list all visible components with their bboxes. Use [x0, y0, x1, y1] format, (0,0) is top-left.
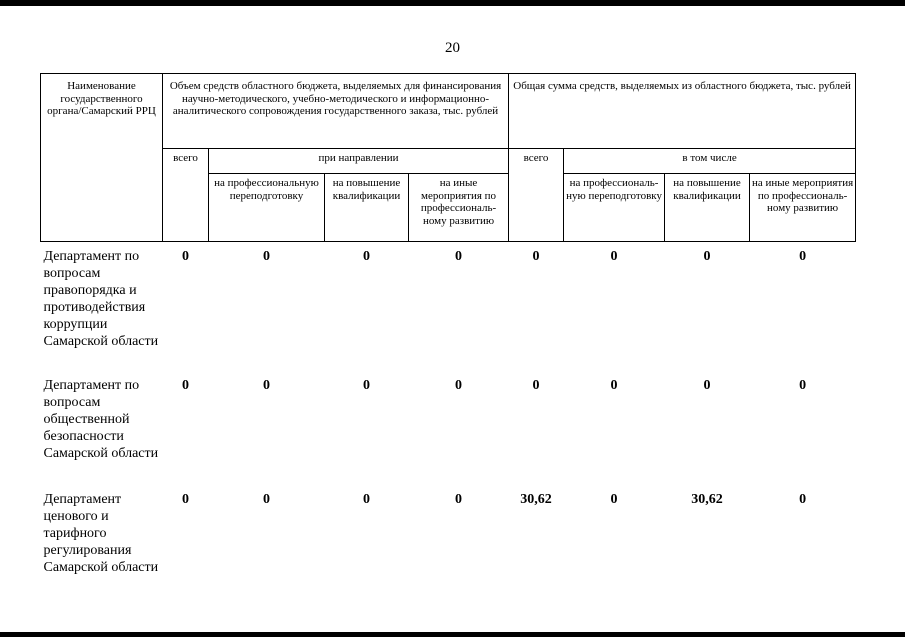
top-border	[0, 0, 905, 6]
cell-b-qualification: 0	[703, 249, 711, 264]
cell-a-total: 0	[182, 249, 189, 264]
header-a-other: на иные мероприятия по профессиональ-ному развитию	[409, 174, 509, 242]
row-organization-name: Департамент по вопросам правопорядка и противодействия коррупции Самарской области	[43, 249, 159, 349]
cell-b-total: 30,62	[520, 492, 552, 507]
cell-a-qualification: 0	[363, 249, 370, 264]
header-a-total: всего	[163, 149, 209, 242]
cell-a-total: 0	[182, 378, 189, 393]
table-row	[41, 371, 856, 485]
cell-a-qualification: 0	[363, 492, 370, 507]
cell-b-qualification: 30,62	[691, 492, 723, 507]
cell-b-qualification: 0	[703, 378, 711, 393]
cell-b-other: 0	[799, 378, 807, 393]
row-organization-name: Департамент по вопросам общественной безопасности Самарской области	[43, 378, 159, 461]
table-row	[41, 485, 856, 604]
cell-b-retraining: 0	[610, 492, 618, 507]
cell-b-total: 0	[532, 378, 540, 393]
header-scientific-support-budget: Объем средств областного бюджета, выделяемых для финансирования научно-методического, учебно-методического и информационно-аналитического сопровождения государственного заказа, тыс. рублей	[163, 74, 509, 149]
header-organization: Наименование государственного органа/Самарский РРЦ	[41, 74, 163, 242]
cell-b-other: 0	[799, 249, 807, 264]
cell-a-retraining: 0	[263, 249, 270, 264]
row-organization-name: Департамент ценового и тарифного регулирования Самарской области	[43, 492, 159, 575]
cell-a-retraining: 0	[263, 492, 270, 507]
header-b-total: всего	[509, 149, 564, 242]
cell-a-total: 0	[182, 492, 189, 507]
cell-b-retraining: 0	[610, 249, 618, 264]
header-a-retraining: на профессиональную переподготовку	[209, 174, 325, 242]
cell-a-other: 0	[455, 492, 463, 507]
cell-a-other: 0	[455, 378, 463, 393]
header-a-directions: при направлении	[209, 149, 509, 174]
table-row	[41, 242, 856, 372]
header-b-qualification: на повышение квалификации	[665, 174, 750, 242]
header-total-budget: Общая сумма средств, выделяемых из областного бюджета, тыс. рублей	[509, 74, 856, 149]
bottom-border	[0, 632, 905, 637]
cell-a-other: 0	[455, 249, 463, 264]
header-a-qualification: на повышение квалификации	[325, 174, 409, 242]
page-number: 20	[445, 40, 460, 56]
cell-b-total: 0	[532, 249, 540, 264]
cell-a-qualification: 0	[363, 378, 370, 393]
cell-b-retraining: 0	[610, 378, 618, 393]
header-b-other: на иные мероприятия по профессиональ-ному развитию	[750, 174, 856, 242]
header-b-retraining: на профессиональ-ную переподготовку	[564, 174, 665, 242]
header-b-including: в том числе	[564, 149, 856, 174]
budget-table	[40, 73, 856, 604]
cell-b-other: 0	[799, 492, 807, 507]
cell-a-retraining: 0	[263, 378, 270, 393]
